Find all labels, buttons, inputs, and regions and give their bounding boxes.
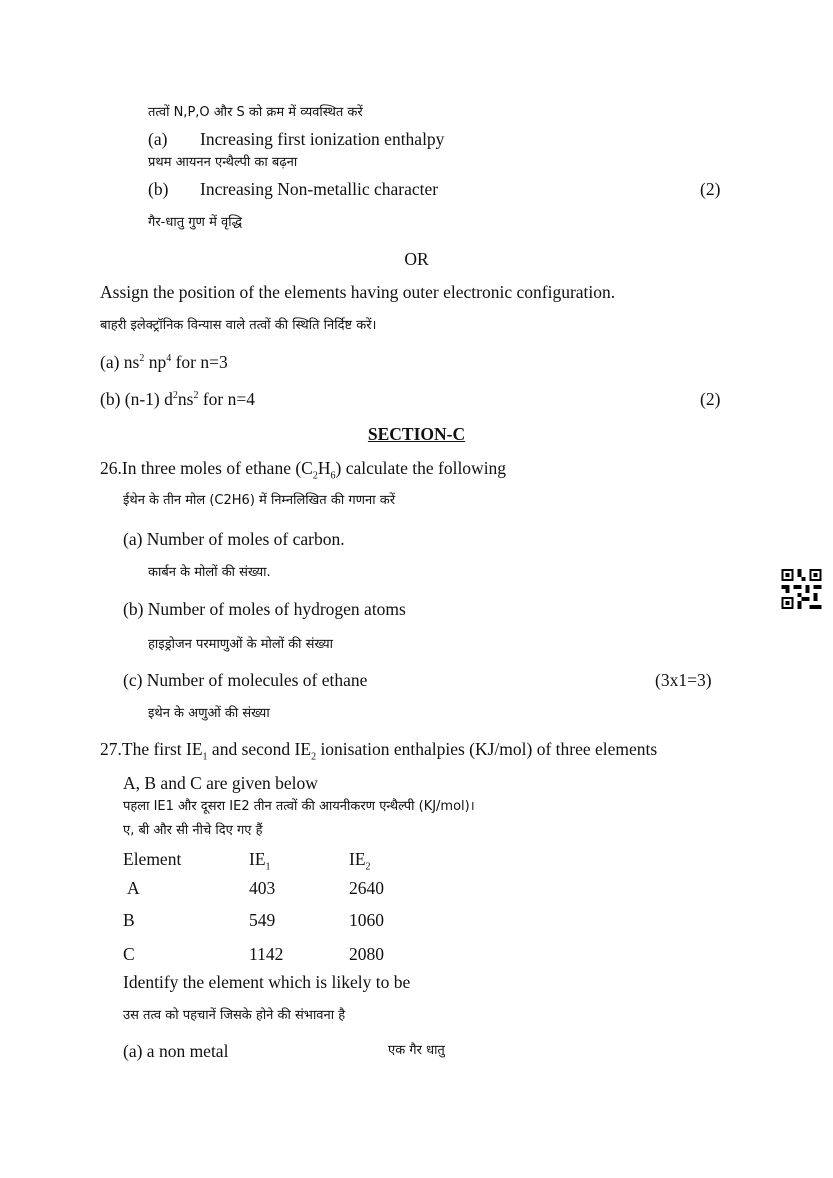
q27-title: 27.The first $IE_1$ and second $IE_2$ ionisation enthalpies (KJ/mol) of three elements xyxy=(100,739,658,763)
q25-alt-text: Assign the position of the elements having outer electronic configuration. xyxy=(100,282,616,302)
q27-identify-hindi: उस तत्व को पहचानें जिसके होने की संभावना है xyxy=(123,1008,346,1023)
qr-code-icon xyxy=(781,569,822,609)
q26-hindi: ईथेन के तीन मोल (C2H6) में निम्नलिखित की गणना करें xyxy=(123,493,396,508)
table-header-element: Element xyxy=(123,849,182,869)
table-cell-ie2: 2640 xyxy=(349,878,384,898)
table-cell-element: B xyxy=(123,910,135,930)
q27-identify: Identify the element which is likely to be xyxy=(123,972,411,992)
q25-a-text: Increasing first ionization enthalpy xyxy=(200,129,445,149)
table-header-ie1: $IE_1$ xyxy=(249,849,271,873)
table-cell-element: A xyxy=(127,878,140,898)
q26-c-hindi: इथेन के अणुओं की संख्या xyxy=(148,706,270,721)
q25-alt-marks: (2) xyxy=(700,389,721,409)
table-cell-ie1: 1142 xyxy=(249,944,284,964)
q25-b-text: Increasing Non-metallic character xyxy=(200,179,439,199)
q25-alt-b: (b) (n-1) $d^2ns^2$ for n=4 xyxy=(100,389,255,409)
q26-b: (b) Number of moles of hydrogen atoms xyxy=(123,599,406,619)
q26-b-hindi: हाइड्रोजन परमाणुओं के मोलों की संख्या xyxy=(148,637,333,652)
q25-hindi-intro: तत्वों N,P,O और S को क्रम में व्यवस्थित करें xyxy=(148,105,363,120)
q27-a-hindi: एक गैर धातु xyxy=(388,1043,445,1058)
table-cell-element: C xyxy=(123,944,135,964)
q25-a-hindi: प्रथम आयनन एन्थैल्पी का बढ़ना xyxy=(148,155,298,170)
q26-a-hindi: कार्बन के मोलों की संख्या. xyxy=(148,565,271,580)
table-header-ie2: $IE_2$ xyxy=(349,849,371,873)
q27-hindi1: पहला IE1 और दूसरा IE2 तीन तत्वों की आयनीकरण एन्थैल्पी (KJ/mol)। xyxy=(123,799,475,814)
q26-marks: (3x1=3) xyxy=(655,670,712,690)
table-cell-ie1: 549 xyxy=(249,910,276,930)
q27-a: (a) a non metal xyxy=(123,1041,229,1061)
q26-a: (a) Number of moles of carbon. xyxy=(123,529,345,549)
q27-line2: A, B and C are given below xyxy=(123,773,318,793)
or-separator: OR xyxy=(404,249,429,269)
q25-alt-hindi: बाहरी इलेक्ट्रॉनिक विन्यास वाले तत्वों की स्थिति निर्दिष्ट करें। xyxy=(100,318,377,333)
q26-title: 26.In three moles of ethane $(C_2H_6)$ calculate the following xyxy=(100,458,507,482)
q25-b-label: (b) xyxy=(148,179,169,199)
table-cell-ie1: 403 xyxy=(249,878,276,898)
q26-c: (c) Number of molecules of ethane xyxy=(123,670,368,690)
table-cell-ie2: 1060 xyxy=(349,910,384,930)
q27-hindi2: ए, बी और सी नीचे दिए गए हैं xyxy=(123,823,263,838)
q25-b-marks: (2) xyxy=(700,179,721,199)
section-heading: SECTION-C xyxy=(367,424,466,444)
q25-b-hindi: गैर-धातु गुण में वृद्धि xyxy=(148,215,242,230)
q25-alt-a: (a) $ns^2$ $np^4$ for n=3 xyxy=(100,352,228,372)
q25-a-label: (a) xyxy=(148,129,168,149)
table-cell-ie2: 2080 xyxy=(349,944,384,964)
